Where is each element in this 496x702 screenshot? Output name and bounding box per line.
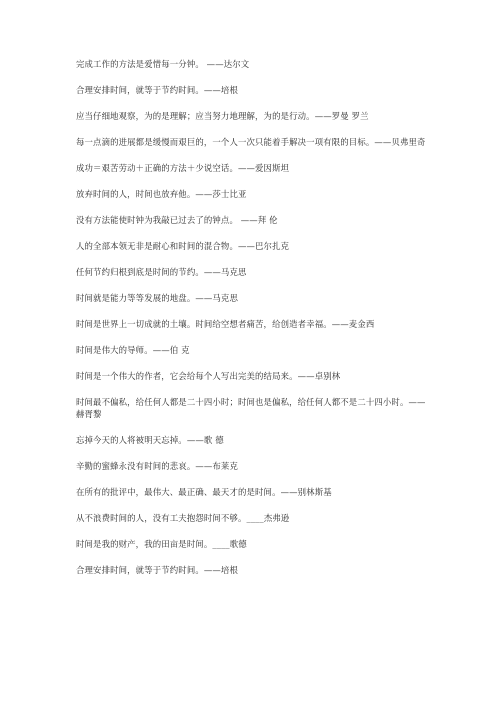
quote-einstein: 成功＝艰苦劳动＋正确的方法＋少说空话。——爱因斯坦 <box>76 163 290 173</box>
quote-goethe-property: 时间是我的财产，我的田亩是时间。____歌德 <box>76 539 247 549</box>
quote-byron: 没有方法能使时钟为我敲已过去了的钟点。 ——拜 伦 <box>76 215 278 225</box>
quote-bacon-repeat: 合理安排时间，就等于节约时间。——培根 <box>76 565 238 575</box>
quote-burke: 时间是伟大的导师。——伯 克 <box>76 345 190 355</box>
quote-mckinsey: 时间是世界上一切成就的土壤。时间给空想者痛苦，给创造者幸福。——麦金西 <box>76 319 375 329</box>
quote-beveridge: 每一点滴的进展都是缓慢而艰巨的，一个人一次只能着手解决一项有限的目标。——贝弗里奇 <box>76 137 426 147</box>
quote-belinsky: 在所有的批评中，最伟大、最正确、最天才的是时间。——别林斯基 <box>76 487 332 497</box>
quote-balzac: 人的全部本领无非是耐心和时间的混合物。——巴尔扎克 <box>76 241 290 251</box>
quote-marx-ability: 时间就是能力等等发展的地盘。——马克思 <box>76 293 238 303</box>
quote-marx-economy: 任何节约归根到底是时间的节约。——马克思 <box>76 267 247 277</box>
quote-darwin: 完成工作的方法是爱惜每一分钟。 ——达尔文 <box>76 59 250 69</box>
quote-blake: 辛勤的蜜蜂永没有时间的悲哀。——布莱克 <box>76 461 238 471</box>
quote-goethe-forget: 忘掉今天的人将被明天忘掉。——歌 德 <box>76 435 224 445</box>
quote-shakespeare: 放弃时间的人，时间也放弃他。——莎士比亚 <box>76 189 247 199</box>
quote-romain-rolland: 应当仔细地观察，为的是理解；应当努力地理解，为的是行动。——罗曼 罗兰 <box>76 111 369 121</box>
quote-list <box>76 58 426 590</box>
quote-huxley: 时间最不偏私，给任何人都是二十四小时；时间也是偏私，给任何人都不是二十四小时。——赫胥黎 <box>76 397 426 419</box>
quote-jefferson: 从不浪费时间的人，没有工夫抱怨时间不够。____杰弗逊 <box>76 513 290 523</box>
quote-chaplin: 时间是一个伟大的作者，它会给每个人写出完美的结局来。——卓别林 <box>76 371 341 381</box>
quote-bacon: 合理安排时间，就等于节约时间。——培根 <box>76 85 238 95</box>
